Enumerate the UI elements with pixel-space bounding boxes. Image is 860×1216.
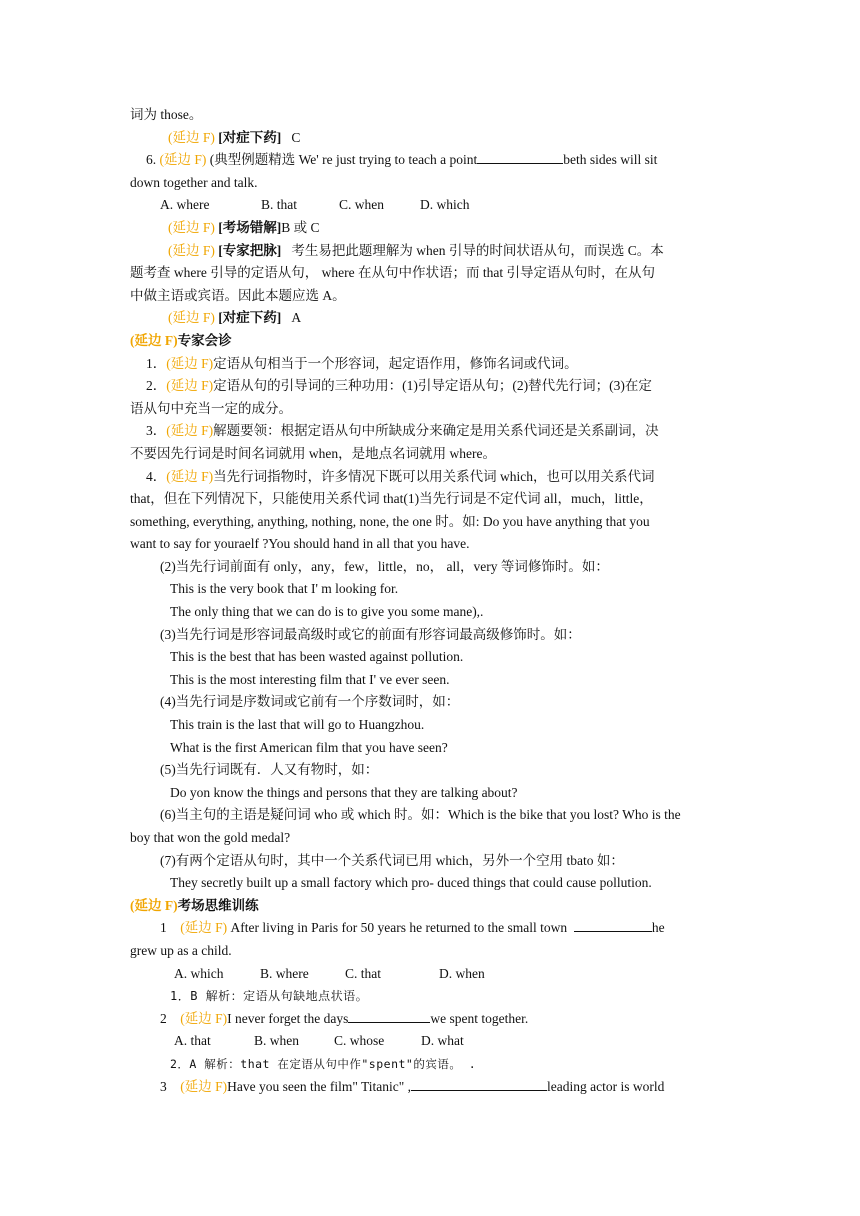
source-tag: (延边 F) — [168, 242, 215, 258]
example-line: This is the most interesting film that I' ve ever seen. — [170, 671, 450, 687]
section-label: [对症下药] — [218, 310, 282, 326]
question-line: 2 (延边 F)I never forget the days we spent together. — [160, 1010, 529, 1026]
source-tag: (延边 F) — [166, 468, 214, 484]
section-label: [对症下药] — [218, 129, 282, 145]
line: 词为 those。 — [130, 107, 203, 122]
question-line: 6. (延边 F) (典型例题精选 We' re just trying to teach a point beth sides will sit — [146, 152, 658, 168]
option: D. when — [439, 965, 485, 981]
option: D. what — [421, 1033, 464, 1049]
source-tag: (延边 F) — [166, 378, 214, 394]
line: 中做主语或宾语。因此本题应选 A。 — [130, 287, 346, 303]
option: B. when — [254, 1033, 299, 1049]
list-item: 1．(延边 F)定语从句相当于一个形容词，起定语作用，修饰名词或代词。 — [146, 355, 578, 371]
list-item: 4．(延边 F)当先行词指物时，许多情况下既可以用关系代词 which，也可以用关系代词 — [146, 468, 655, 484]
answer-blank — [477, 150, 563, 164]
example-line: This is the very book that I' m looking for. — [170, 581, 399, 597]
source-tag: (延边 F) — [166, 355, 214, 371]
list-item: 3．(延边 F)解题要领：根据定语从句中所缺成分来确定是用关系代词还是关系副词，决 — [146, 423, 659, 439]
rule-line: (7)有两个定语从句时，其中一个关系代词已用 which，另外一个空用 tbato 如： — [160, 852, 624, 868]
list-item: 2．(延边 F)定语从句的引导词的三种功用：(1)引导定语从句；(2)替代先行词；(3)在定 — [146, 378, 652, 394]
rule-line: (5)当先行词既有．人又有物时，如： — [160, 762, 379, 778]
line: want to say for youraelf ?You should hand in all that you have. — [130, 536, 470, 552]
rule-line: (4)当先行词是序数词或它前有一个序数词时，如： — [160, 694, 460, 710]
source-tag: (延边 F) — [166, 423, 214, 439]
option: B. that — [261, 197, 297, 213]
section-heading: (延边 F)专家会诊 — [130, 332, 232, 348]
answer-blank — [411, 1077, 547, 1091]
rule-line: (3)当先行词是形容词最高级时或它的前面有形容词最高级修饰时。如： — [160, 626, 581, 642]
answer-blank — [348, 1009, 430, 1023]
line: boy that won the gold medal? — [130, 830, 291, 845]
option: C. whose — [334, 1033, 385, 1049]
example-line: The only thing that we can do is to give you some mane),. — [170, 604, 484, 620]
option: A. that — [174, 1033, 211, 1049]
line: something, everything, anything, nothing, none, the one 时。如: Do you have anything that you — [130, 513, 650, 529]
option: A. which — [174, 965, 224, 981]
option: B. where — [260, 965, 309, 981]
example-line: They secretly built up a small factory which pro- duced things that could cause pollution. — [170, 875, 652, 891]
options-line — [130, 194, 732, 217]
option: A. where — [160, 197, 210, 213]
line: grew up as a child. — [130, 942, 232, 958]
source-tag: (延边 F) — [180, 1010, 228, 1026]
answer-line: (延边 F) [对症下药] C — [168, 129, 301, 145]
solution-line: 1．B 解析：定语从句缺地点状语。 — [170, 989, 369, 1004]
section-heading: (延边 F)考场思维训练 — [130, 897, 259, 913]
document-page — [130, 104, 732, 1098]
source-tag: (延边 F) — [168, 219, 215, 235]
line: 题考查 where 引导的定语从句， where 在从句中作状语；而 that 引导定语从句时，在从句 — [130, 265, 655, 281]
source-tag: (延边 F) — [168, 129, 215, 145]
option: C. when — [339, 197, 384, 213]
source-tag: (延边 F) — [168, 310, 215, 326]
rule-line: (6)当主句的主语是疑问词 who 或 which 时。如：Which is the bike that you lost? Who is the — [160, 807, 681, 823]
rule-line: (2)当先行词前面有 only，any，few，little，no， all，very 等词修饰时。如： — [160, 558, 609, 574]
line: down together and talk. — [130, 174, 258, 190]
example-line: Do yon know the things and persons that they are talking about? — [170, 784, 518, 800]
line: 不要因先行词是时间名词就用 when，是地点名词就用 where。 — [130, 445, 496, 461]
answer-blank — [574, 918, 652, 932]
line: 语从句中充当一定的成分。 — [130, 400, 292, 416]
answer-line: (延边 F) [对症下药] A — [168, 310, 302, 326]
example-line: This train is the last that will go to Huangzhou. — [170, 717, 425, 733]
source-tag: (延边 F) — [130, 897, 178, 913]
source-tag: (延边 F) — [159, 152, 207, 168]
section-label: [专家把脉] — [218, 242, 282, 258]
source-tag: (延边 F) — [180, 1078, 228, 1094]
example-line: What is the first American film that you have seen? — [170, 739, 448, 755]
section-label: [考场错解] — [218, 219, 282, 235]
example-line: This is the best that has been wasted against pollution. — [170, 649, 464, 665]
source-tag: (延边 F) — [130, 332, 178, 348]
solution-line: 2．A 解析：that 在定语从句中作"spent"的宾语。 . — [170, 1056, 477, 1071]
analysis-line: (延边 F) [专家把脉] 考生易把此题理解为 when 引导的时间状语从句，而误选 C。本 — [168, 242, 664, 258]
option: D. which — [420, 197, 470, 213]
line: that，但在下列情况下，只能使用关系代词 that(1)当先行词是不定代词 all，much，little， — [130, 491, 653, 507]
question-line: 1 (延边 F) After living in Paris for 50 years he returned to the small town he — [160, 920, 665, 936]
options-line — [130, 963, 732, 986]
analysis-line: (延边 F) [考场错解]B 或 C — [168, 219, 320, 235]
source-tag: (延边 F) — [180, 920, 228, 936]
question-line: 3 (延边 F)Have you seen the film" Titanic" , leading actor is world — [160, 1078, 665, 1094]
option: C. that — [345, 965, 381, 981]
options-line — [130, 1030, 732, 1053]
